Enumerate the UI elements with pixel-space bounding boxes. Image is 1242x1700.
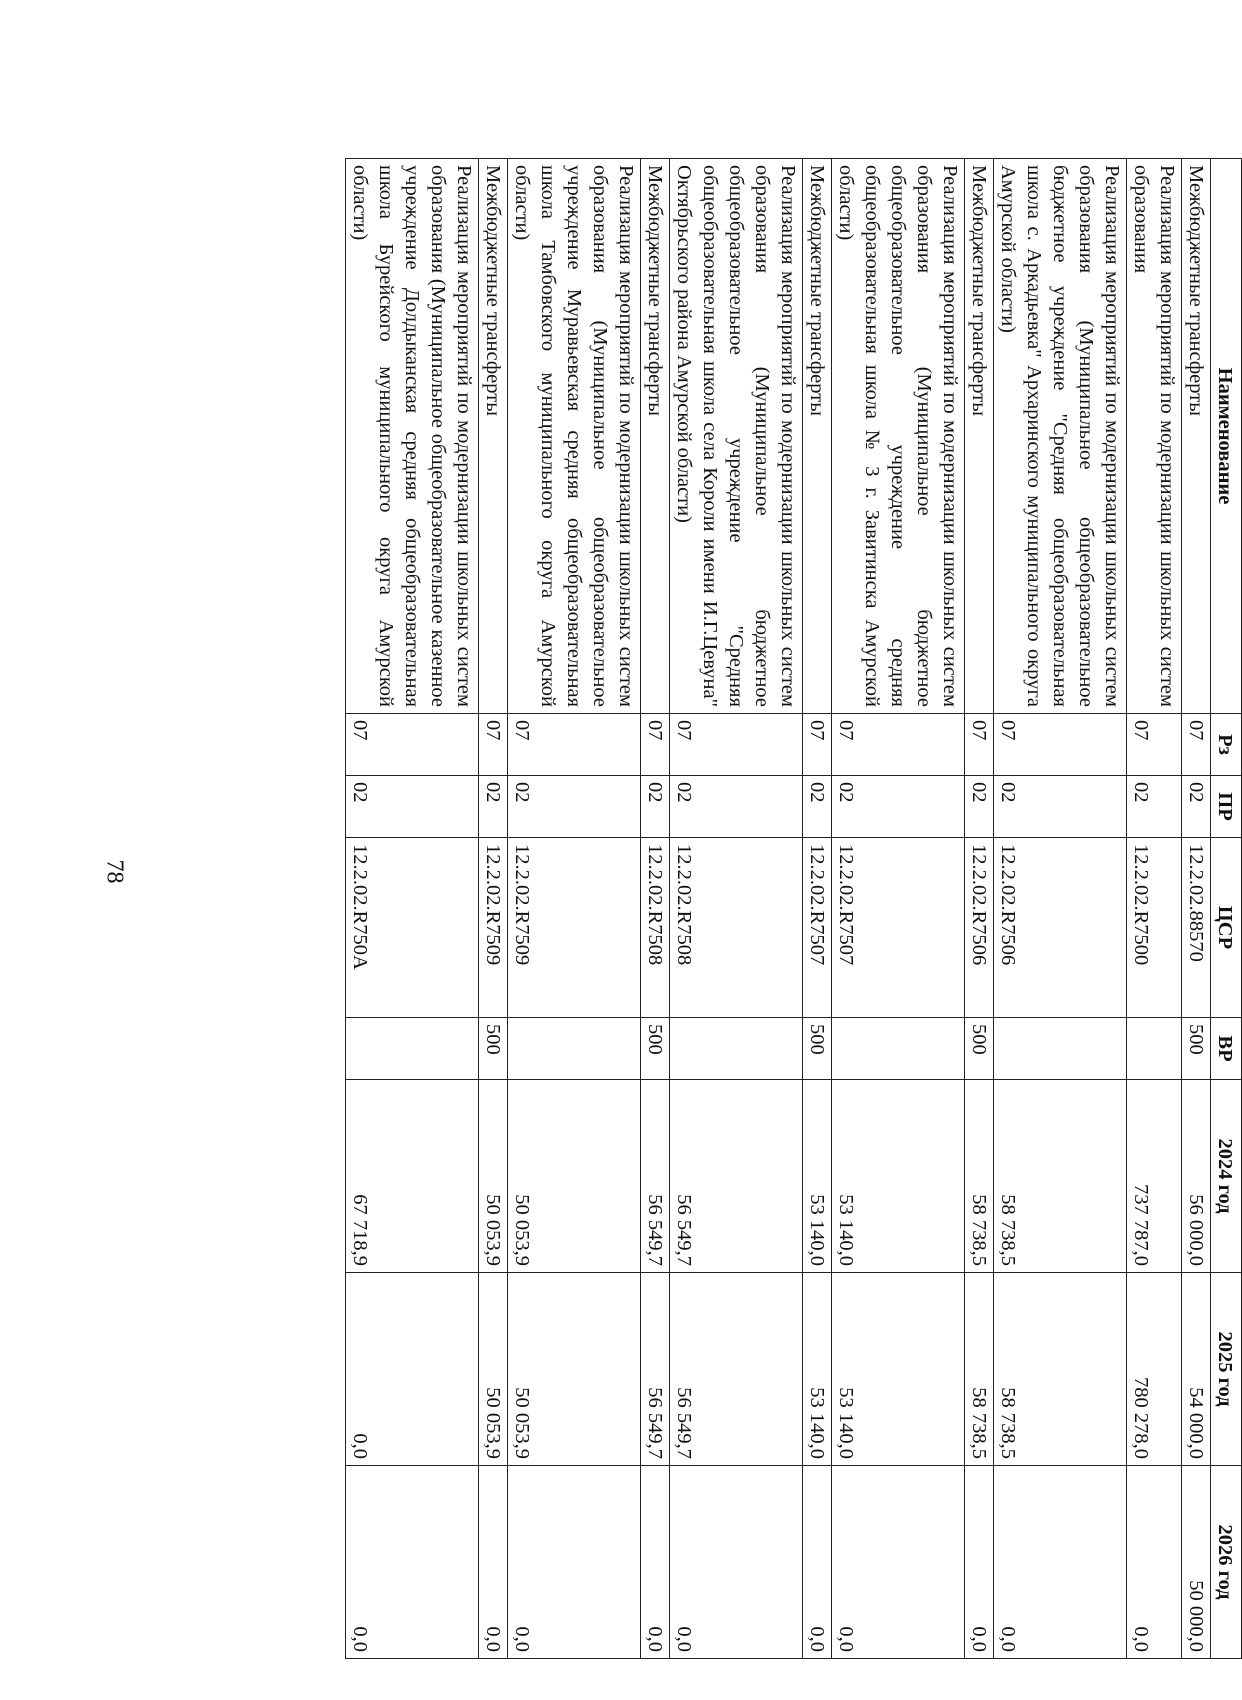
cell-csr: 12.2.02.R750A [346,838,479,1018]
header-name: Наименование [1211,159,1242,714]
cell-vr: 500 [479,1018,508,1080]
cell-2025: 58 738,5 [965,1273,994,1466]
cell-name: Межбюджетные трансферты [1182,159,1211,714]
cell-pr: 02 [965,776,994,838]
cell-vr: 500 [641,1018,670,1080]
header-pr: ПР [1211,776,1242,838]
cell-pr: 02 [670,776,803,838]
cell-name: Реализация мероприятий по модернизации школьных систем образования (Муниципальное бюджетное общеобразовательное учреждение "Средняя общеобразовательная школа села Короли имени И.Г.Цевуна" Октябрьского района Амурской области) [670,159,803,714]
cell-pr: 02 [641,776,670,838]
cell-2025: 0,0 [346,1273,479,1466]
cell-2024: 50 053,9 [508,1080,641,1273]
cell-csr: 12.2.02.R7509 [479,838,508,1018]
cell-2024: 56 549,7 [641,1080,670,1273]
cell-rz: 07 [803,714,832,776]
cell-2026: 0,0 [832,1466,965,1659]
cell-name: Реализация мероприятий по модернизации школьных систем образования (Муниципальное бюджетное общеобразовательное учреждение средняя общеобразовательная школа № 3 г. Завитинска Амурской области) [832,159,965,714]
cell-pr: 02 [346,776,479,838]
cell-2025: 54 000,0 [1182,1273,1211,1466]
cell-name: Реализация мероприятий по модернизации школьных систем образования (Муниципальное общеобразовательное казенное учреждение Долдыканская средняя общеобразовательная школа Бурейского муниципального округа Амурской области) [346,159,479,714]
cell-pr: 02 [1127,776,1182,838]
cell-2025: 58 738,5 [994,1273,1127,1466]
cell-name: Межбюджетные трансферты [965,159,994,714]
table-row [1127,159,1182,1659]
cell-name: Межбюджетные трансферты [641,159,670,714]
cell-vr: 500 [965,1018,994,1080]
cell-vr [1127,1018,1182,1080]
cell-rz: 07 [965,714,994,776]
cell-csr: 12.2.02.R7500 [1127,838,1182,1018]
cell-pr: 02 [832,776,965,838]
header-2025: 2025 год [1211,1273,1242,1466]
cell-2024: 53 140,0 [803,1080,832,1273]
cell-pr: 02 [994,776,1127,838]
cell-2024: 58 738,5 [994,1080,1127,1273]
cell-2026: 0,0 [994,1466,1127,1659]
cell-pr: 02 [508,776,641,838]
cell-rz: 07 [479,714,508,776]
cell-pr: 02 [1182,776,1211,838]
cell-rz: 07 [346,714,479,776]
cell-vr [670,1018,803,1080]
table-row [508,159,641,1659]
table-row [832,159,965,1659]
cell-2026: 0,0 [1127,1466,1182,1659]
table-header-row [1211,159,1242,1659]
cell-csr: 12.2.02.R7507 [803,838,832,1018]
table-row [641,159,670,1659]
cell-vr [832,1018,965,1080]
header-rz: Рз [1211,714,1242,776]
cell-2025: 50 053,9 [479,1273,508,1466]
cell-csr: 12.2.02.R7508 [670,838,803,1018]
cell-2024: 56 549,7 [670,1080,803,1273]
table-row [965,159,994,1659]
cell-2025: 53 140,0 [832,1273,965,1466]
cell-name: Межбюджетные трансферты [803,159,832,714]
cell-2025: 780 278,0 [1127,1273,1182,1466]
cell-2026: 0,0 [803,1466,832,1659]
cell-name: Реализация мероприятий по модернизации школьных систем образования (Муниципальное общеобразовательное учреждение Муравьевская средняя общеобразовательная школа Тамбовского муниципального округа Амурской области) [508,159,641,714]
cell-name: Реализация мероприятий по модернизации школьных систем образования (Муниципальное общеобразовательное бюджетное учреждение "Средняя общеобразовательная школа с. Аркадьевка" Архаринского муниципального округа Амурской области) [994,159,1127,714]
table-row [1182,159,1211,1659]
header-csr: ЦСР [1211,838,1242,1018]
cell-vr: 500 [803,1018,832,1080]
cell-csr: 12.2.02.R7506 [994,838,1127,1018]
budget-table [345,158,1242,1659]
rotated-table-container [182,158,1242,1658]
cell-vr [346,1018,479,1080]
cell-pr: 02 [803,776,832,838]
cell-2025: 50 053,9 [508,1273,641,1466]
cell-csr: 12.2.02.88570 [1182,838,1211,1018]
cell-csr: 12.2.02.R7507 [832,838,965,1018]
table-row [346,159,479,1659]
page-number: 78 [101,859,128,884]
cell-2024: 58 738,5 [965,1080,994,1273]
cell-2026: 0,0 [346,1466,479,1659]
cell-rz: 07 [994,714,1127,776]
header-2026: 2026 год [1211,1466,1242,1659]
cell-2026: 0,0 [508,1466,641,1659]
table-row [670,159,803,1659]
cell-pr: 02 [479,776,508,838]
header-vr: ВР [1211,1018,1242,1080]
cell-rz: 07 [508,714,641,776]
table-row [479,159,508,1659]
table-row [994,159,1127,1659]
cell-name: Межбюджетные трансферты [479,159,508,714]
cell-2026: 0,0 [641,1466,670,1659]
header-2024: 2024 год [1211,1080,1242,1273]
cell-2025: 53 140,0 [803,1273,832,1466]
cell-rz: 07 [1127,714,1182,776]
cell-2024: 737 787,0 [1127,1080,1182,1273]
cell-vr: 500 [1182,1018,1211,1080]
cell-vr [508,1018,641,1080]
cell-2026: 50 000,0 [1182,1466,1211,1659]
cell-2024: 50 053,9 [479,1080,508,1273]
cell-2024: 53 140,0 [832,1080,965,1273]
cell-2026: 0,0 [965,1466,994,1659]
cell-rz: 07 [670,714,803,776]
cell-csr: 12.2.02.R7506 [965,838,994,1018]
cell-2025: 56 549,7 [641,1273,670,1466]
cell-name: Реализация мероприятий по модернизации школьных систем образования [1127,159,1182,714]
cell-rz: 07 [832,714,965,776]
cell-2024: 56 000,0 [1182,1080,1211,1273]
cell-2024: 67 718,9 [346,1080,479,1273]
cell-csr: 12.2.02.R7509 [508,838,641,1018]
cell-2025: 56 549,7 [670,1273,803,1466]
table-row [803,159,832,1659]
cell-rz: 07 [1182,714,1211,776]
cell-rz: 07 [641,714,670,776]
cell-vr [994,1018,1127,1080]
cell-2026: 0,0 [479,1466,508,1659]
cell-2026: 0,0 [670,1466,803,1659]
cell-csr: 12.2.02.R7508 [641,838,670,1018]
